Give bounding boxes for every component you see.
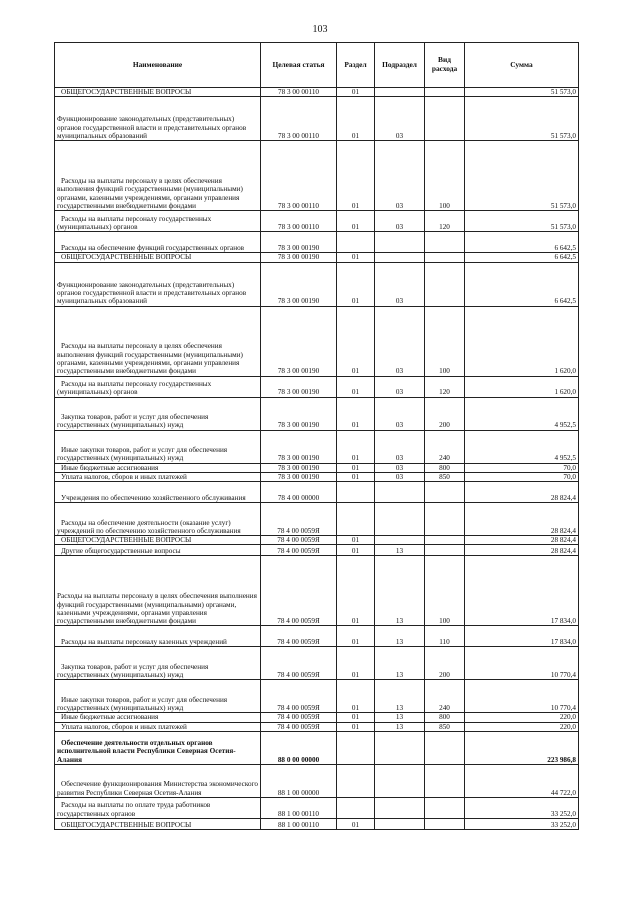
row-section: 01	[337, 472, 375, 481]
table-row	[55, 680, 579, 713]
row-name: Расходы на выплаты персоналу в целях обеспечения выполнения функций государственными (муниципальными) органами, казенными учреждениями, органами управления государственными внебюджетными фондами	[55, 141, 261, 211]
row-section: 01	[337, 430, 375, 463]
row-name: Иные бюджетные ассигнования	[55, 463, 261, 472]
row-section	[337, 482, 375, 503]
row-subsection	[375, 764, 425, 797]
row-section: 01	[337, 463, 375, 472]
row-name: Функционирование законодательных (представительных) органов государственной власти и представительных органов муниципальных образований	[55, 97, 261, 141]
row-section: 01	[337, 141, 375, 211]
row-subsection	[375, 232, 425, 253]
header-sum: Сумма	[465, 43, 579, 88]
row-section	[337, 232, 375, 253]
row-name: Закупка товаров, работ и услуг для обеспечения государственных (муниципальных) нужд	[55, 647, 261, 680]
row-subsection: 03	[375, 262, 425, 306]
row-target-article: 78 4 00 00000	[261, 482, 337, 503]
table-row	[55, 232, 579, 253]
row-subsection	[375, 88, 425, 97]
table-row	[55, 430, 579, 463]
table-row	[55, 713, 579, 722]
row-sum: 220,0	[465, 713, 579, 722]
page-number: 103	[312, 24, 328, 35]
budget-table	[54, 42, 579, 830]
row-name: Другие общегосударственные вопросы	[55, 545, 261, 556]
row-target-article: 78 4 00 0059Я	[261, 680, 337, 713]
row-subsection: 03	[375, 376, 425, 397]
table-row	[55, 731, 579, 764]
row-section: 01	[337, 262, 375, 306]
row-expense-type: 800	[425, 463, 465, 472]
row-sum: 28 824,4	[465, 545, 579, 556]
row-name: Закупка товаров, работ и услуг для обеспечения государственных (муниципальных) нужд	[55, 397, 261, 430]
row-target-article: 78 4 00 0059Я	[261, 626, 337, 647]
row-subsection	[375, 797, 425, 818]
row-name: ОБЩЕГОСУДАРСТВЕННЫЕ ВОПРОСЫ	[55, 253, 261, 262]
row-target-article: 88 0 00 00000	[261, 731, 337, 764]
row-expense-type	[425, 797, 465, 818]
row-sum: 1 620,0	[465, 306, 579, 376]
row-sum: 51 573,0	[465, 97, 579, 141]
row-subsection: 13	[375, 713, 425, 722]
row-sum: 10 770,4	[465, 680, 579, 713]
row-sum: 220,0	[465, 722, 579, 731]
row-name: Расходы на выплаты персоналу государственных (муниципальных) органов	[55, 211, 261, 232]
row-section: 01	[337, 626, 375, 647]
row-subsection: 13	[375, 647, 425, 680]
table-header-row	[55, 43, 579, 88]
row-target-article: 88 1 00 00000	[261, 764, 337, 797]
header-target-article: Целевая статья	[261, 43, 337, 88]
row-expense-type: 240	[425, 430, 465, 463]
row-subsection: 03	[375, 430, 425, 463]
row-sum: 44 722,0	[465, 764, 579, 797]
table-row	[55, 97, 579, 141]
table-row	[55, 211, 579, 232]
table-row	[55, 88, 579, 97]
table-row	[55, 545, 579, 556]
row-expense-type: 240	[425, 680, 465, 713]
row-section: 01	[337, 376, 375, 397]
row-name: Иные закупки товаров, работ и услуг для обеспечения государственных (муниципальных) нужд	[55, 680, 261, 713]
row-expense-type: 200	[425, 397, 465, 430]
row-name: Обеспечение деятельности отдельных органов исполнительной власти Республики Северная Осетия-Алания	[55, 731, 261, 764]
row-sum: 70,0	[465, 472, 579, 481]
row-name: Учреждения по обеспечению хозяйственного обслуживания	[55, 482, 261, 503]
row-expense-type	[425, 536, 465, 545]
table-row	[55, 797, 579, 818]
row-expense-type	[425, 764, 465, 797]
row-expense-type: 200	[425, 647, 465, 680]
row-subsection	[375, 536, 425, 545]
row-sum: 70,0	[465, 463, 579, 472]
table-row	[55, 306, 579, 376]
header-name: Наименование	[55, 43, 261, 88]
row-name: Расходы на обеспечение функций государственных органов	[55, 232, 261, 253]
row-target-article: 78 3 00 00190	[261, 472, 337, 481]
row-sum: 51 573,0	[465, 88, 579, 97]
row-name: Расходы на выплаты по оплате труда работников государственных органов	[55, 797, 261, 818]
row-target-article: 78 3 00 00110	[261, 141, 337, 211]
row-target-article: 78 3 00 00190	[261, 376, 337, 397]
row-expense-type: 110	[425, 626, 465, 647]
row-subsection: 03	[375, 97, 425, 141]
row-target-article: 88 1 00 00110	[261, 797, 337, 818]
header-expense-type: Вид расхода	[425, 43, 465, 88]
row-sum: 6 642,5	[465, 262, 579, 306]
row-section: 01	[337, 647, 375, 680]
row-target-article: 78 4 00 0059Я	[261, 545, 337, 556]
row-subsection: 03	[375, 141, 425, 211]
row-section: 01	[337, 713, 375, 722]
row-target-article: 78 3 00 00190	[261, 397, 337, 430]
row-name: Иные закупки товаров, работ и услуг для обеспечения государственных (муниципальных) нужд	[55, 430, 261, 463]
row-expense-type	[425, 818, 465, 829]
row-expense-type	[425, 232, 465, 253]
row-target-article: 78 4 00 0059Я	[261, 503, 337, 536]
row-expense-type: 120	[425, 376, 465, 397]
row-section: 01	[337, 397, 375, 430]
row-sum: 28 824,4	[465, 503, 579, 536]
row-name: Уплата налогов, сборов и иных платежей	[55, 472, 261, 481]
row-subsection: 03	[375, 472, 425, 481]
row-name: Уплата налогов, сборов и иных платежей	[55, 722, 261, 731]
row-sum: 28 824,4	[465, 536, 579, 545]
row-subsection: 13	[375, 680, 425, 713]
row-section: 01	[337, 253, 375, 262]
row-subsection: 13	[375, 626, 425, 647]
row-section: 01	[337, 545, 375, 556]
row-subsection	[375, 503, 425, 536]
table-row	[55, 262, 579, 306]
row-expense-type	[425, 88, 465, 97]
table-row	[55, 536, 579, 545]
row-section: 01	[337, 97, 375, 141]
row-name: Обеспечение функционирования Министерства экономического развития Республики Северная Осетия-Алания	[55, 764, 261, 797]
row-expense-type: 850	[425, 472, 465, 481]
row-expense-type: 120	[425, 211, 465, 232]
table-row	[55, 376, 579, 397]
row-section	[337, 503, 375, 536]
row-target-article: 78 3 00 00110	[261, 97, 337, 141]
row-name: ОБЩЕГОСУДАРСТВЕННЫЕ ВОПРОСЫ	[55, 536, 261, 545]
table-row	[55, 503, 579, 536]
table-row	[55, 818, 579, 829]
row-section: 01	[337, 306, 375, 376]
row-sum: 4 952,5	[465, 397, 579, 430]
row-sum: 17 834,0	[465, 556, 579, 626]
row-target-article: 78 4 00 0059Я	[261, 536, 337, 545]
row-sum: 10 770,4	[465, 647, 579, 680]
row-expense-type	[425, 253, 465, 262]
row-section: 01	[337, 818, 375, 829]
table-row	[55, 472, 579, 481]
row-target-article: 78 4 00 0059Я	[261, 556, 337, 626]
row-name: Иные бюджетные ассигнования	[55, 713, 261, 722]
header-subsection: Подраздел	[375, 43, 425, 88]
row-target-article: 88 1 00 00110	[261, 818, 337, 829]
table-row	[55, 764, 579, 797]
row-target-article: 78 3 00 00190	[261, 463, 337, 472]
row-target-article: 78 3 00 00190	[261, 430, 337, 463]
row-section	[337, 764, 375, 797]
row-target-article: 78 4 00 0059Я	[261, 713, 337, 722]
row-subsection: 03	[375, 211, 425, 232]
row-expense-type: 100	[425, 306, 465, 376]
row-subsection: 03	[375, 306, 425, 376]
table-row	[55, 397, 579, 430]
row-name: ОБЩЕГОСУДАРСТВЕННЫЕ ВОПРОСЫ	[55, 88, 261, 97]
table-row	[55, 463, 579, 472]
row-sum: 51 573,0	[465, 211, 579, 232]
row-expense-type: 100	[425, 141, 465, 211]
row-section: 01	[337, 722, 375, 731]
row-subsection: 13	[375, 556, 425, 626]
table-row	[55, 141, 579, 211]
row-section: 01	[337, 536, 375, 545]
row-sum: 33 252,0	[465, 818, 579, 829]
row-name: ОБЩЕГОСУДАРСТВЕННЫЕ ВОПРОСЫ	[55, 818, 261, 829]
row-sum: 6 642,5	[465, 253, 579, 262]
row-target-article: 78 3 00 00190	[261, 253, 337, 262]
row-sum: 28 824,4	[465, 482, 579, 503]
row-section: 01	[337, 556, 375, 626]
row-sum: 4 952,5	[465, 430, 579, 463]
row-expense-type: 800	[425, 713, 465, 722]
row-name: Функционирование законодательных (представительных) органов государственной власти и представительных органов муниципальных образований	[55, 262, 261, 306]
row-name: Расходы на обеспечение деятельности (оказание услуг) учреждений по обеспечению хозяйственного обслуживания	[55, 503, 261, 536]
row-subsection	[375, 731, 425, 764]
row-subsection	[375, 253, 425, 262]
row-expense-type	[425, 97, 465, 141]
row-target-article: 78 4 00 0059Я	[261, 647, 337, 680]
table-row	[55, 556, 579, 626]
row-subsection: 03	[375, 397, 425, 430]
row-name: Расходы на выплаты персоналу казенных учреждений	[55, 626, 261, 647]
row-target-article: 78 3 00 00110	[261, 211, 337, 232]
row-target-article: 78 3 00 00190	[261, 306, 337, 376]
row-section: 01	[337, 211, 375, 232]
row-expense-type	[425, 262, 465, 306]
table-row	[55, 626, 579, 647]
row-section	[337, 731, 375, 764]
row-expense-type: 100	[425, 556, 465, 626]
row-name: Расходы на выплаты персоналу государственных (муниципальных) органов	[55, 376, 261, 397]
row-expense-type	[425, 545, 465, 556]
header-section: Раздел	[337, 43, 375, 88]
row-sum: 17 834,0	[465, 626, 579, 647]
row-subsection	[375, 482, 425, 503]
table-row	[55, 253, 579, 262]
row-sum: 1 620,0	[465, 376, 579, 397]
row-expense-type: 850	[425, 722, 465, 731]
table-row	[55, 722, 579, 731]
row-sum: 223 986,8	[465, 731, 579, 764]
table-row	[55, 482, 579, 503]
row-target-article: 78 4 00 0059Я	[261, 722, 337, 731]
row-subsection	[375, 818, 425, 829]
row-section	[337, 797, 375, 818]
row-subsection: 03	[375, 463, 425, 472]
row-name: Расходы на выплаты персоналу в целях обеспечения выполнения функций государственными (муниципальными) органами, казенными учреждениями, органами управления государственными внебюджетными фондами	[55, 306, 261, 376]
table-row	[55, 647, 579, 680]
row-section: 01	[337, 88, 375, 97]
row-name: Расходы на выплаты персоналу в целях обеспечения выполнения функций государственными (муниципальными) органами, казенными учреждениями, органами управления государственными внебюджетными фондами	[55, 556, 261, 626]
row-sum: 6 642,5	[465, 232, 579, 253]
row-expense-type	[425, 503, 465, 536]
row-subsection: 13	[375, 545, 425, 556]
row-expense-type	[425, 482, 465, 503]
row-sum: 33 252,0	[465, 797, 579, 818]
row-target-article: 78 3 00 00190	[261, 262, 337, 306]
row-section: 01	[337, 680, 375, 713]
row-expense-type	[425, 731, 465, 764]
row-subsection: 13	[375, 722, 425, 731]
row-target-article: 78 3 00 00190	[261, 232, 337, 253]
row-sum: 51 573,0	[465, 141, 579, 211]
row-target-article: 78 3 00 00110	[261, 88, 337, 97]
